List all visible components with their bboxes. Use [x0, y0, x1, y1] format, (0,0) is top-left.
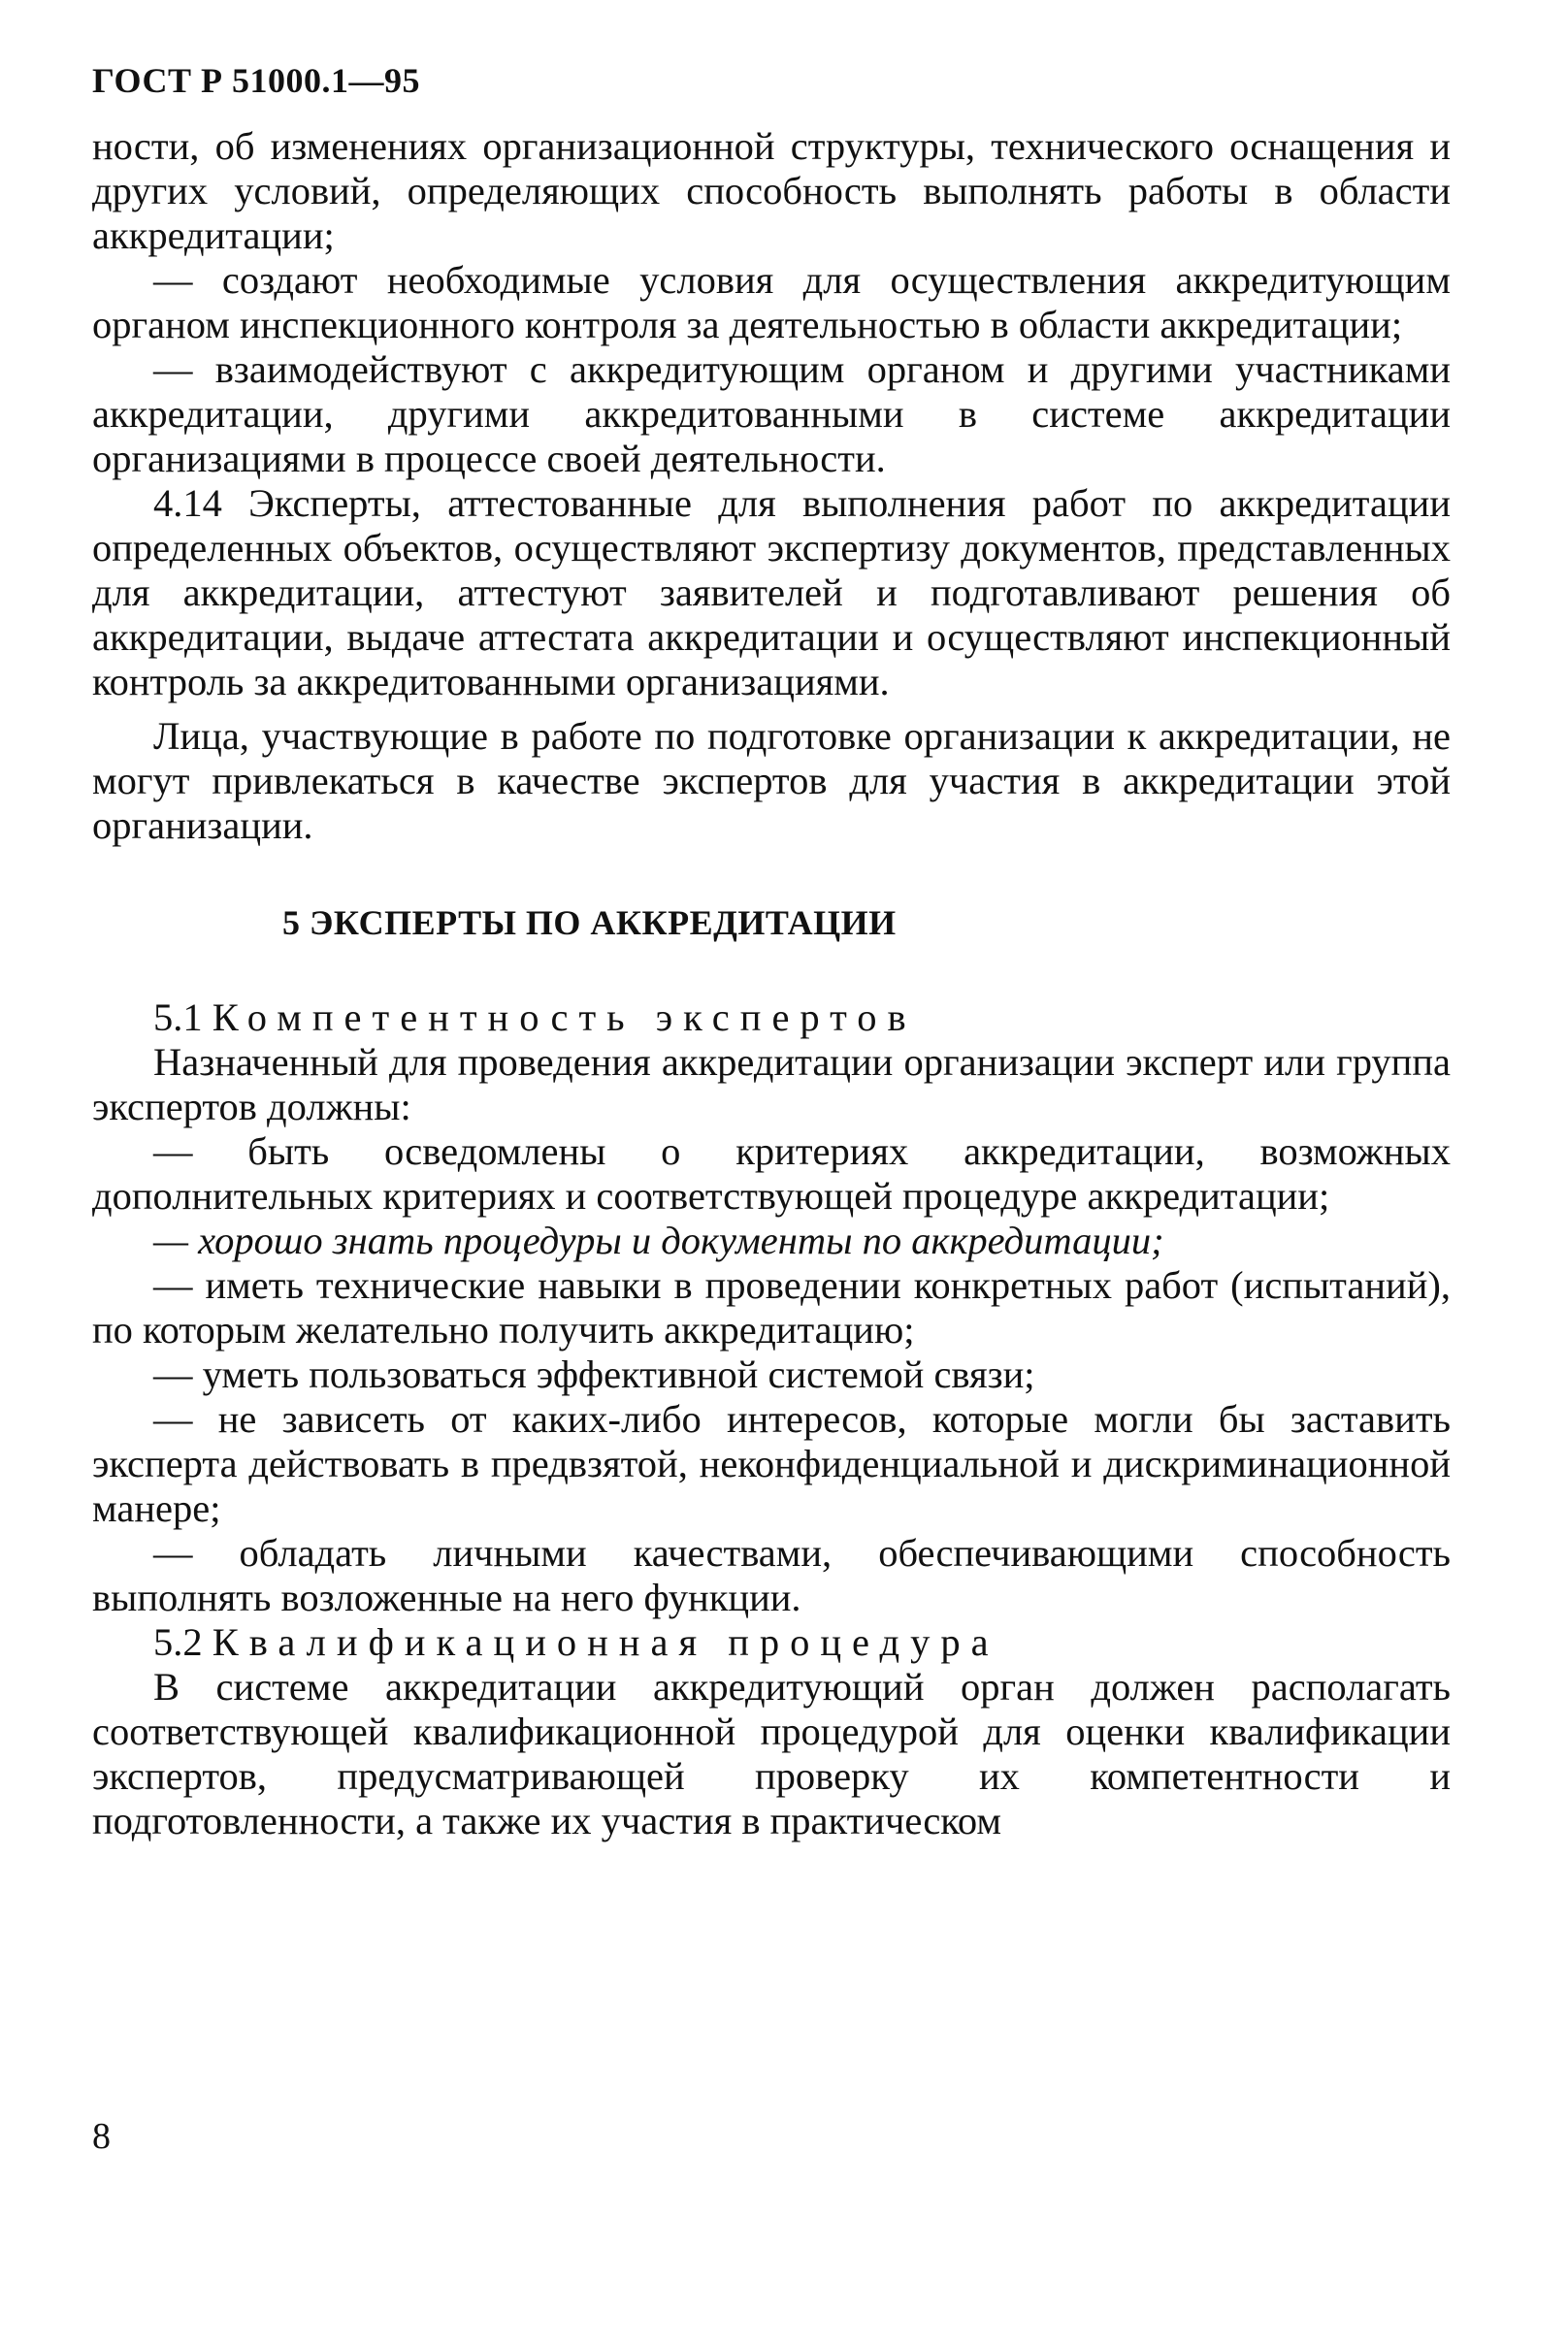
list-item: — быть осведомлены о критериях аккредитации, возможных дополнительных критериях и соответствующей процедуре аккредитации;	[92, 1129, 1451, 1218]
list-item: — не зависеть от каких-либо интересов, которые могли бы заставить эксперта действовать в предвзятой, неконфиденциальной и дискриминационной манере;	[92, 1397, 1451, 1530]
subsection-text: В системе аккредитации аккредитующий орган должен располагать соответствующей квалификационной процедурой для оценки квалификации экспертов, предусматривающей проверку их компетентности и подготовленности, а также их участия в практическом	[92, 1665, 1451, 1842]
document-header: ГОСТ Р 51000.1—95	[92, 61, 420, 100]
list-item: — иметь технические навыки в проведении конкретных работ (испытаний), по которым желательно получить аккредитацию;	[92, 1263, 1451, 1352]
paragraph-list-item: — создают необходимые условия для осуществления аккредитующим органом инспекционного контроля за деятельностью в области аккредитации;	[92, 258, 1451, 346]
subsection-title-5-1	[92, 995, 1451, 1040]
paragraph-continuation: ности, об изменениях организационной структуры, технического оснащения и других условий, определяющих способность выполнять работы в области аккредитации;	[92, 124, 1451, 257]
section-title: 5 ЭКСПЕРТЫ ПО АККРЕДИТАЦИИ	[282, 903, 897, 942]
paragraph-clause-4-14: 4.14 Эксперты, аттестованные для выполнения работ по аккредитации определенных объектов, осуществляют экспертизу документов, представленных для аккредитации, аттестуют заявителей и подготавливают решения об аккредитации, выдаче аттестата аккредитации и осуществляют инспекционный контроль за аккредитованными организациями.	[92, 481, 1451, 703]
list-item: — обладать личными качествами, обеспечивающими способность выполнять возложенные на него функции.	[92, 1531, 1451, 1619]
paragraph-list-item: — взаимодействуют с аккредитующим органом и другими участниками аккредитации, другими аккредитованными в системе аккредитации организациями в процессе своей деятельности.	[92, 347, 1451, 480]
list-item: — хорошо знать процедуры и документы по аккредитации;	[153, 1219, 1164, 1262]
page-number: 8	[92, 2116, 111, 2157]
subsection-title-5-2	[92, 1620, 1451, 1665]
subsection-number: 5.2	[153, 1620, 203, 1664]
subsection-number: 5.1	[153, 995, 203, 1039]
document-page	[92, 60, 1451, 1843]
subsection-heading: Компетентность экспертов	[212, 995, 917, 1039]
subsection-heading: Квалификационная процедура	[212, 1620, 999, 1664]
subsection-intro: Назначенный для проведения аккредитации организации эксперт или группа экспертов должны:	[92, 1040, 1451, 1128]
paragraph-persons: Лица, участвующие в работе по подготовке организации к аккредитации, не могут привлекаться в качестве экспертов для участия в аккредитации этой организации.	[92, 714, 1451, 847]
list-item: — уметь пользоваться эффективной системой связи;	[153, 1352, 1035, 1396]
